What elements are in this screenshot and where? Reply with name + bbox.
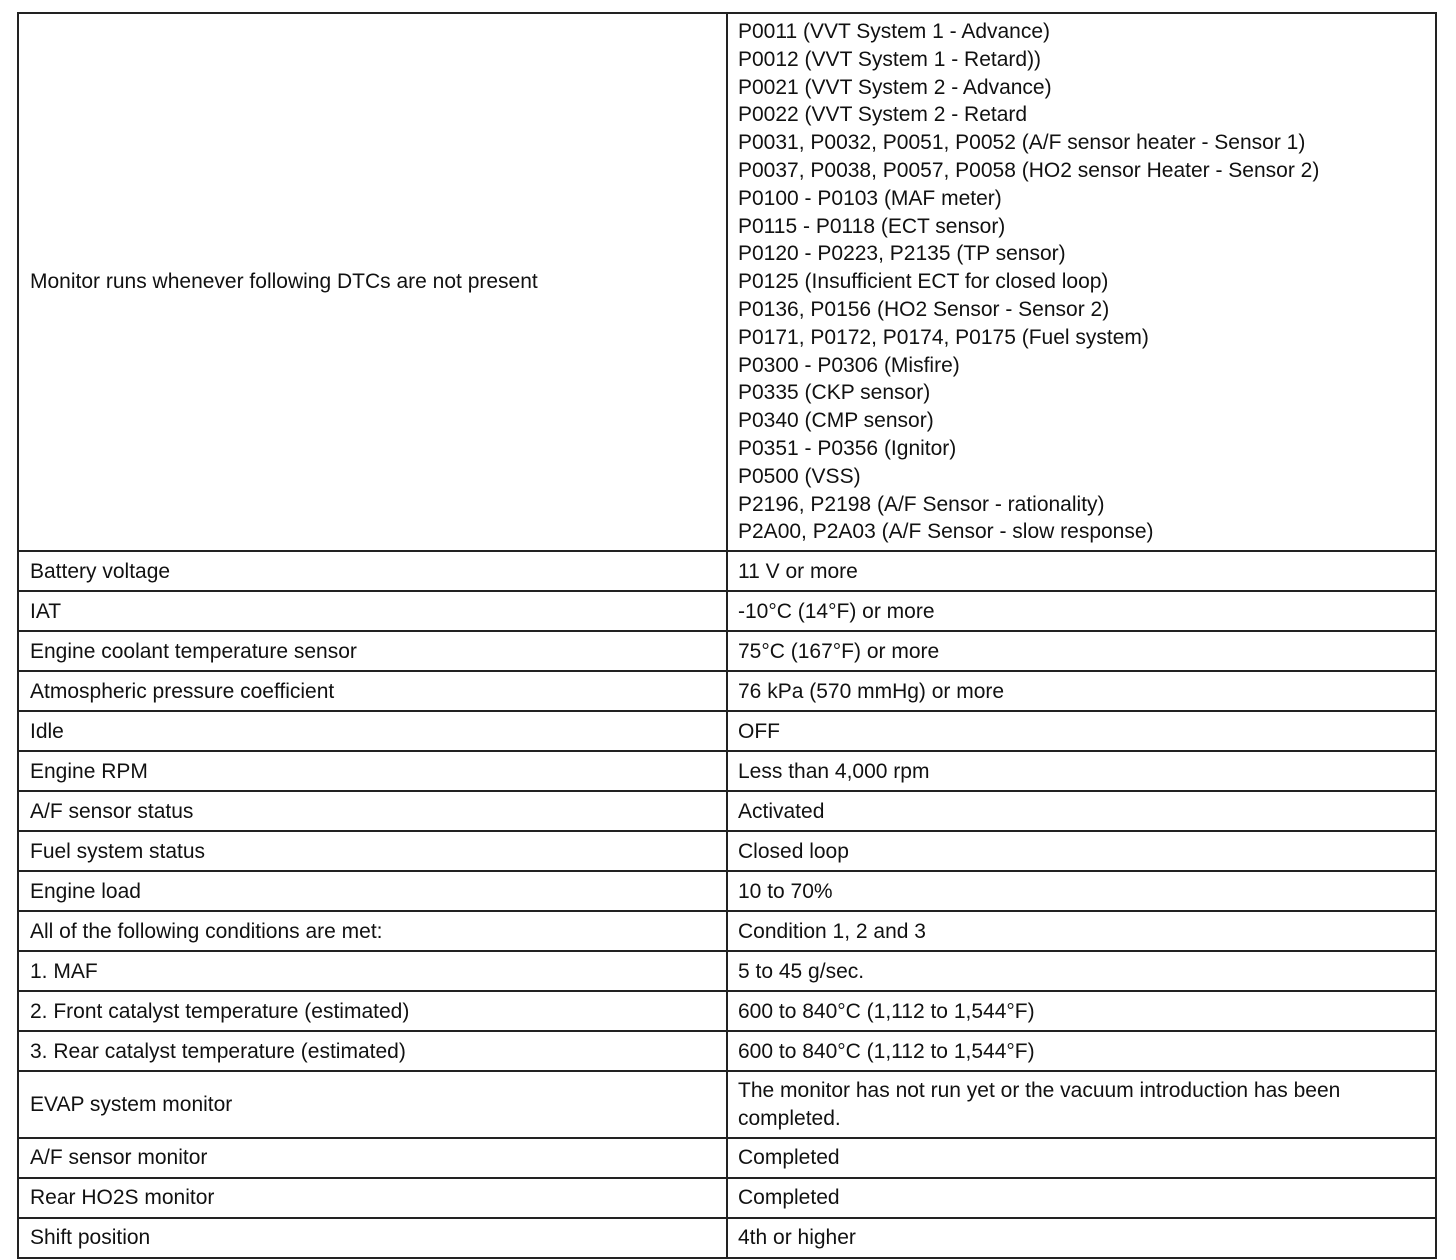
dtc-item: P0500 (VSS) (738, 464, 861, 488)
condition-label: A/F sensor monitor (18, 1138, 727, 1178)
dtc-item: P0031, P0032, P0051, P0052 (A/F sensor heater - Sensor 1) (738, 131, 1306, 155)
table-row (18, 1031, 1436, 1071)
condition-value: 10 to 70% (727, 871, 1436, 911)
condition-value: Activated (727, 791, 1436, 831)
condition-label: Battery voltage (18, 551, 727, 591)
dtc-item: P0136, P0156 (HO2 Sensor - Sensor 2) (738, 297, 1110, 321)
dtc-item: P0125 (Insufficient ECT for closed loop) (738, 270, 1109, 294)
monitor-conditions-table (17, 12, 1437, 1259)
condition-label: Rear HO2S monitor (18, 1178, 727, 1218)
condition-label: 3. Rear catalyst temperature (estimated) (18, 1031, 727, 1071)
table-row (18, 631, 1436, 671)
condition-label: A/F sensor status (18, 791, 727, 831)
table-row (18, 1218, 1436, 1258)
condition-label: Fuel system status (18, 831, 727, 871)
condition-value: Completed (727, 1178, 1436, 1218)
table-row (18, 13, 1436, 551)
condition-value: 75°C (167°F) or more (727, 631, 1436, 671)
condition-value: OFF (727, 711, 1436, 751)
condition-label: EVAP system monitor (18, 1071, 727, 1138)
table-row (18, 831, 1436, 871)
condition-label: 1. MAF (18, 951, 727, 991)
condition-value: 600 to 840°C (1,112 to 1,544°F) (727, 1031, 1436, 1071)
dtc-item: P0011 (VVT System 1 - Advance) (738, 20, 1051, 43)
table-row (18, 871, 1436, 911)
condition-label: 2. Front catalyst temperature (estimated) (18, 991, 727, 1031)
condition-label: Engine coolant temperature sensor (18, 631, 727, 671)
dtc-item: P0115 - P0118 (ECT sensor) (738, 214, 1006, 238)
table-row (18, 551, 1436, 591)
dtc-item: P0351 - P0356 (Ignitor) (738, 436, 957, 460)
condition-value: Less than 4,000 rpm (727, 751, 1436, 791)
condition-label: All of the following conditions are met: (18, 911, 727, 951)
dtc-item: P0300 - P0306 (Misfire) (738, 353, 960, 377)
condition-label: Monitor runs whenever following DTCs are not present (18, 13, 727, 551)
table-row (18, 791, 1436, 831)
dtc-item: P2196, P2198 (A/F Sensor - rationality) (738, 492, 1105, 516)
condition-value: 4th or higher (727, 1218, 1436, 1258)
table-row (18, 751, 1436, 791)
table-row (18, 591, 1436, 631)
condition-label: Engine RPM (18, 751, 727, 791)
dtc-item: P0100 - P0103 (MAF meter) (738, 186, 1002, 210)
table-row (18, 711, 1436, 751)
condition-value: Closed loop (727, 831, 1436, 871)
condition-label: Engine load (18, 871, 727, 911)
dtc-item: P0340 (CMP sensor) (738, 409, 934, 433)
table-row (18, 951, 1436, 991)
condition-value-text: The monitor has not run yet or the vacuum introduction has been completed. (738, 1079, 1341, 1130)
condition-value: 600 to 840°C (1,112 to 1,544°F) (727, 991, 1436, 1031)
table-row (18, 1178, 1436, 1218)
condition-value: 5 to 45 g/sec. (727, 951, 1436, 991)
condition-value: Completed (727, 1138, 1436, 1178)
dtc-item: P0012 (VVT System 1 - Retard)) (738, 47, 1042, 71)
dtc-item: P0335 (CKP sensor) (738, 381, 931, 405)
dtc-item: P0171, P0172, P0174, P0175 (Fuel system) (738, 325, 1149, 349)
condition-value: Condition 1, 2 and 3 (727, 911, 1436, 951)
dtc-item: P0120 - P0223, P2135 (TP sensor) (738, 242, 1066, 266)
condition-value: 76 kPa (570 mmHg) or more (727, 671, 1436, 711)
condition-value (727, 1071, 1436, 1138)
table-row (18, 991, 1436, 1031)
table-row (18, 1071, 1436, 1138)
dtc-list (727, 13, 1436, 551)
condition-label: Atmospheric pressure coefficient (18, 671, 727, 711)
dtc-item: P0021 (VVT System 2 - Advance) (738, 75, 1052, 99)
table-row (18, 1138, 1436, 1178)
condition-label: Idle (18, 711, 727, 751)
condition-value: -10°C (14°F) or more (727, 591, 1436, 631)
dtc-item: P0022 (VVT System 2 - Retard (738, 103, 1028, 127)
condition-label: IAT (18, 591, 727, 631)
dtc-item: P0037, P0038, P0057, P0058 (HO2 sensor Heater - Sensor 2) (738, 158, 1320, 182)
condition-value: 11 V or more (727, 551, 1436, 591)
dtc-item: P2A00, P2A03 (A/F Sensor - slow response) (738, 520, 1154, 544)
condition-label: Shift position (18, 1218, 727, 1258)
table-row (18, 911, 1436, 951)
table-row (18, 671, 1436, 711)
